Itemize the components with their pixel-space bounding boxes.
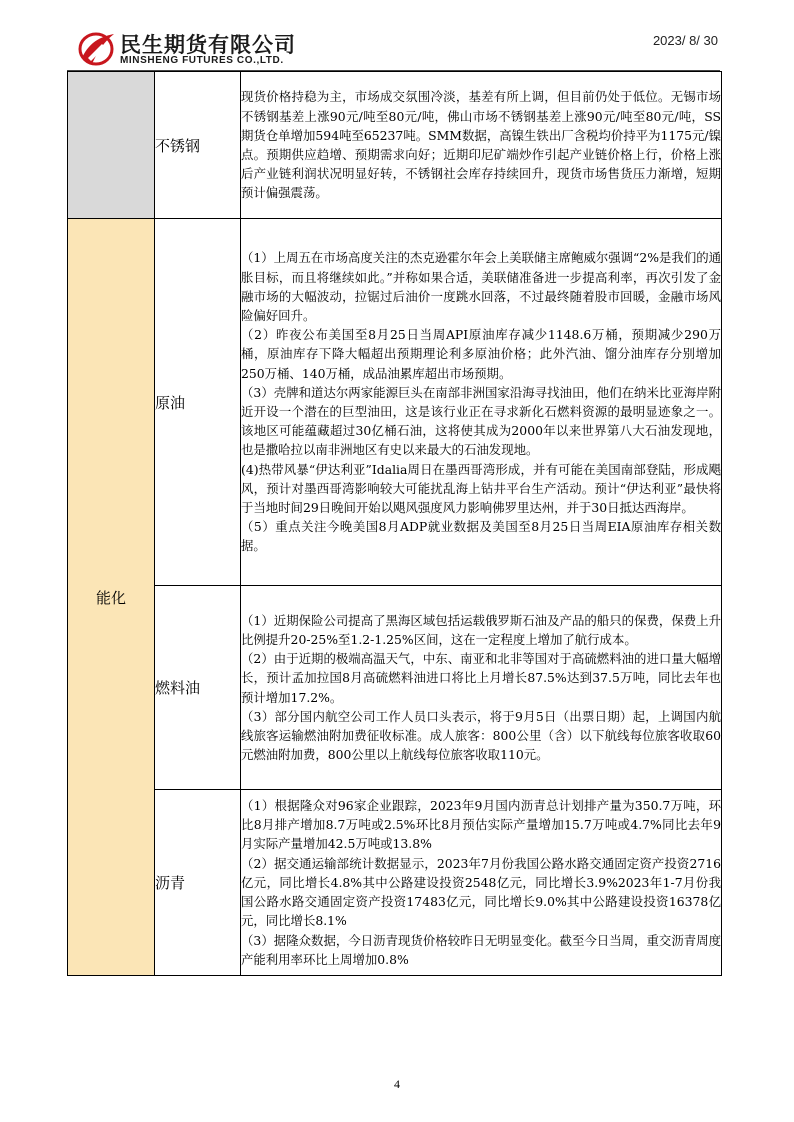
product-name: 沥青 [155,874,186,892]
commentary-paragraph: （1）近期保险公司提高了黑海区域包括运载俄罗斯石油及产品的船只的保费，保费上升比例提升20-25%至1.2-1.25%区间，这在一定程度上增加了航行成本。 [241,612,721,647]
commentary-paragraph: （3）壳牌和道达尔两家能源巨头在南部非洲国家沿海寻找油田，他们在纳米比亚海岸附近开设一个潜在的巨型油田，这是该行业正在寻求新化石燃料资源的最明显迹象之一。该地区可能蕴藏超过30亿桶石油，这将使其成为2000年以来世界第八大石油发现地，也是撒哈拉以南非洲地区有史以来最大的石油发现地。 [241,384,721,458]
commentary-cell [241,586,722,790]
product-name-cell [155,219,241,586]
commentary-cell [241,790,722,976]
commentary-paragraph: （3）部分国内航空公司工作人员口头表示，将于9月5日（出票日期）起，上调国内航线旅客运输燃油附加费征收标准。成人旅客：800公里（含）以下航线每位旅客收取60元燃油附加费，800公里以上航线每位旅客收取110元。 [241,708,721,763]
commentary-cell [241,72,722,219]
commentary-paragraph: （2）昨夜公布美国至8月25日当周API原油库存减少1148.6万桶，预期减少290万桶，原油库存下降大幅超出预期理论利多原油价格；此外汽油、馏分油库存分别增加250万桶、140万桶，成品油累库超出市场预期。 [241,327,721,381]
company-name-cn: 民生期货有限公司 [120,33,296,57]
commentary-paragraph: （1）上周五在市场高度关注的杰克逊霍尔年会上美联储主席鲍威尔强调“2%是我们的通胀目标，而且将继续如此。”并称如果合适，美联储准备进一步提高利率，再次引发了金融市场的大幅波动，拉锯过后油价一度跳水回落，不过最终随着股市回暖，金融市场风险偏好回升。 [241,250,721,323]
commentary-paragraph: (4)热带风暴“伊达利亚”Idalia周日在墨西哥湾形成，并有可能在美国南部登陆，形成飓风，预计对墨西哥湾影响较大可能扰乱海上钻井平台生产活动。预计“伊达利亚”最快将于当地时间29日晚间开始以飓风强度风力影响佛罗里达州，并于30日抵达西海岸。 [241,461,721,516]
product-name: 不锈钢 [155,136,201,155]
product-name: 原油 [155,393,186,412]
commentary-paragraph: 现货价格持稳为主，市场成交氛围冷淡，基差有所上调，但目前仍处于低位。无锡市场不锈钢基差上涨90元/吨至80元/吨，佛山市场不锈钢基差上涨90元/吨至80元/吨，SS期货仓单增加594吨至65237吨。SMM数据，高镍生铁出厂含税均价持平为1175元/镍点。预期供应趋增、预期需求向好；近期印尼矿端炒作引起产业链价格上行，价格上涨后产业链利润状况明显好转，不锈钢社会库存持续回升，现货市场售货压力渐增，短期预计偏强震荡。 [241,89,721,201]
product-name-cell [155,790,241,976]
product-name-cell [155,586,241,790]
table-row [68,586,722,790]
product-name-cell [155,72,241,219]
category-cell [68,219,155,976]
commentary-paragraph: （3）据隆众数据，今日沥青现货价格较昨日无明显变化。截至今日当周，重交沥青周度产能利用率环比上周增加0.8% [241,932,721,967]
table-row [68,72,722,219]
commentary-cell [241,219,722,586]
commentary-paragraph: （2）由于近期的极端高温天气，中东、南亚和北非等国对于高硫燃料油的进口量大幅增长，预计孟加拉国8月高硫燃料油进口将比上月增长87.5%达到37.5万吨，同比去年也预计增加17.2%。 [241,651,721,705]
category-cell [68,72,155,219]
company-logo [78,28,308,70]
table-row [68,790,722,976]
commentary-paragraph: （2）据交通运输部统计数据显示，2023年7月份我国公路水路交通固定资产投资2716亿元，同比增长4.8%其中公路建设投资2548亿元，同比增长3.9%2023年1-7月份我国公路水路交通固定资产投资17483亿元，同比增长9.0%其中公路建设投资16378亿元，同比增长8.1% [241,855,721,929]
commentary-paragraph: （1）根据隆众对96家企业跟踪，2023年9月国内沥青总计划排产量为350.7万吨，环比8月排产增加8.7万吨或2.5%环比8月预估实际产量增加15.7万吨或4.7%同比去年9月实际产量增加42.5万吨或13.8% [241,798,721,852]
page-header [0,0,794,72]
category-label: 能化 [95,588,126,607]
minsheng-logo-icon [78,28,116,68]
report-date: 2023/ 8/ 30 [652,33,718,48]
table-row [68,219,722,586]
commentary-paragraph: （5）重点关注今晚美国8月ADP就业数据及美国至8月25日当周EIA原油库存相关数据。 [241,519,721,554]
commodity-commentary-table [67,71,722,976]
page-number: 4 [394,1077,400,1091]
company-name-en: MINSHENG FUTURES CO.,LTD. [120,55,284,66]
product-name: 燃料油 [155,679,201,697]
